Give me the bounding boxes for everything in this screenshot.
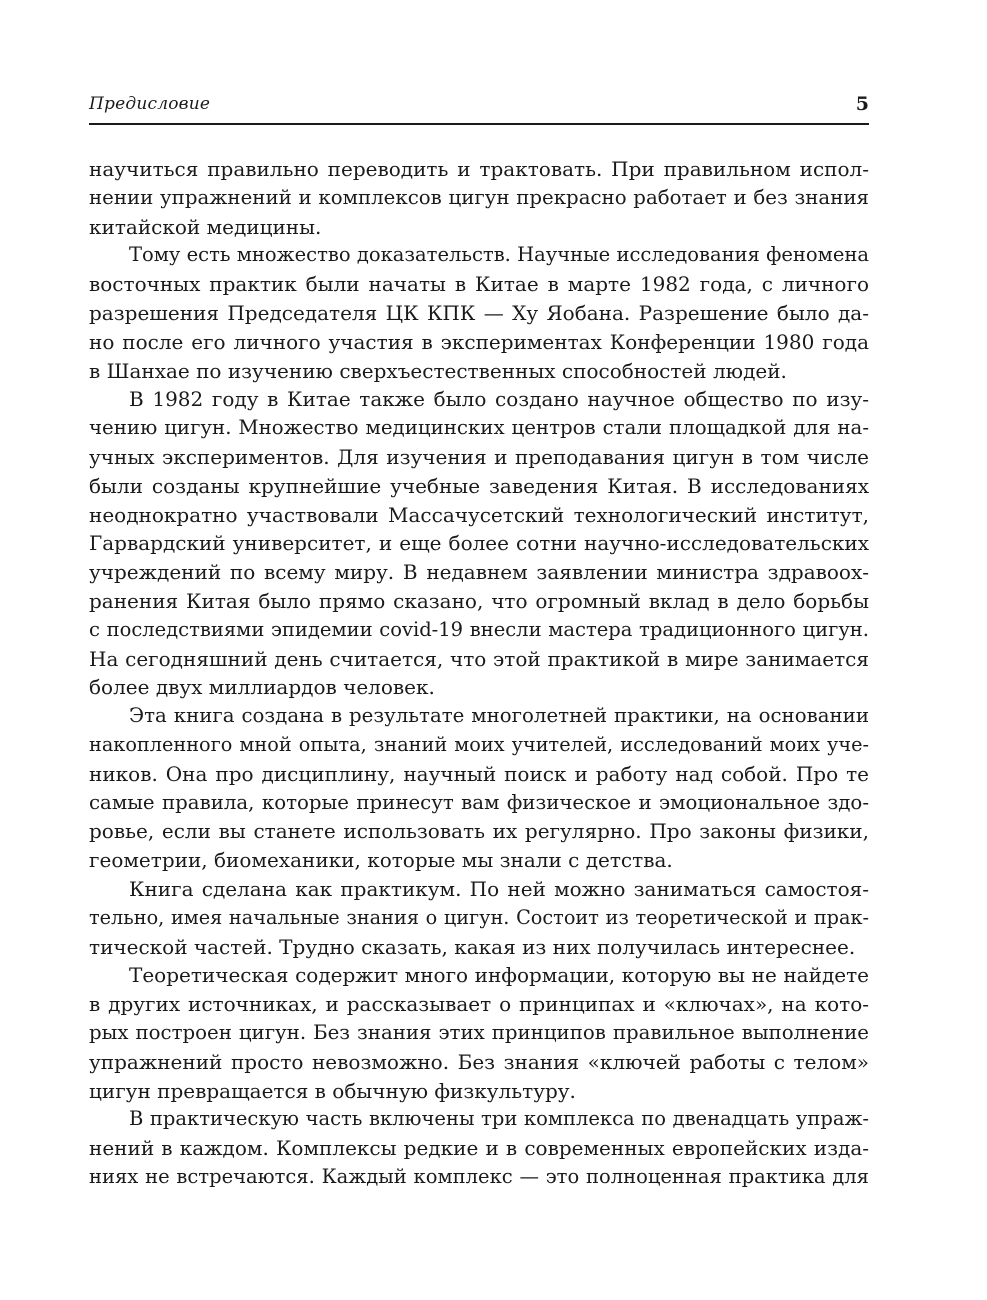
running-head <box>89 92 869 116</box>
text-line: упражнений просто невозможно. Без знания «ключей работы с телом» <box>89 1049 869 1074</box>
text-line: в Шанхае по изучению сверхъестественных способностей людей. <box>89 358 787 383</box>
paragraph <box>89 702 869 875</box>
text-line: цигун превращается в обычную физкультуру. <box>89 1078 576 1103</box>
text-line: разрешения Председателя ЦК КПК — Ху Яобана. Разрешение было да- <box>89 300 869 325</box>
text-line: Тому есть множество доказательств. Научные исследования феномена <box>129 243 869 267</box>
text-line: чению цигун. Множество медицинских центров стали площадкой для на- <box>89 416 869 440</box>
text-line: самые правила, которые принесут вам физическое и эмоциональное здо- <box>89 790 869 814</box>
text-line: ровье, если вы станете использовать их регулярно. Про законы физики, <box>89 819 869 844</box>
text-line: неоднократно участвовали Массачусетский технологический институт, <box>89 502 869 527</box>
paragraph <box>89 385 869 702</box>
text-line: но после его личного участия в экспериментах Конференции 1980 года <box>89 329 869 354</box>
text-line: учреждений по всему миру. В недавнем заявлении министра здравоох- <box>89 560 869 585</box>
text-line: более двух миллиардов человек. <box>89 675 435 700</box>
text-line: научиться правильно переводить и трактовать. При правильном испол- <box>89 157 869 181</box>
text-line: нений в каждом. Комплексы редкие и в современных европейских изда- <box>89 1136 869 1161</box>
text-line: Гарвардский университет, и еще более сотни научно-исследовательских <box>89 531 869 556</box>
text-line: восточных практик были начаты в Китае в марте 1982 года, с личного <box>89 272 869 297</box>
text-line: ников. Она про дисциплину, научный поиск и работу над собой. Про те <box>89 761 869 786</box>
header-rule <box>89 123 869 125</box>
paragraph <box>89 155 869 241</box>
text-line: Книга сделана как практикум. По ней можно заниматься самостоя- <box>129 876 869 901</box>
text-line: В практическую часть включены три комплекса по двенадцать упраж- <box>129 1107 869 1131</box>
text-line: китайской медицины. <box>89 214 322 239</box>
text-line: в других источниках, и рассказывает о принципах и «ключах», на кото- <box>89 992 869 1017</box>
paragraph <box>89 241 869 385</box>
paragraph <box>89 961 869 1105</box>
text-line: тельно, имея начальные знания о цигун. Состоит из теоретической и прак- <box>89 905 869 929</box>
text-line: были созданы крупнейшие учебные заведения Китая. В исследованиях <box>89 473 869 498</box>
text-line: В 1982 году в Китае также было создано научное общество по изу- <box>129 387 869 412</box>
text-line: накопленного мной опыта, знаний моих учителей, исследований моих уче- <box>89 732 869 756</box>
text-line: учных экспериментов. Для изучения и преподавания цигун в том числе <box>89 444 869 469</box>
text-line: рых построен цигун. Без знания этих принципов правильное выполнение <box>89 1020 869 1044</box>
text-line: Эта книга создана в результате многолетней практики, на основании <box>129 704 869 728</box>
text-line: с последствиями эпидемии covid-19 внесли мастера традиционного цигун. <box>89 617 869 641</box>
text-line: На сегодняшний день считается, что этой практикой в мире занимается <box>89 646 869 671</box>
body-text <box>89 155 869 1192</box>
page-number: 5 <box>855 93 869 115</box>
text-line: геометрии, биомеханики, которые мы знали с детства. <box>89 848 673 873</box>
text-line: ранения Китая было прямо сказано, что огромный вклад в дело борьбы <box>89 588 869 613</box>
text-line: ниях не встречаются. Каждый комплекс — это полноценная практика для <box>89 1164 869 1188</box>
chapter-title: Предисловие <box>89 94 211 114</box>
text-line: нении упражнений и комплексов цигун прекрасно работает и без знания <box>89 185 869 209</box>
paragraph <box>89 1105 869 1191</box>
text-line: Теоретическая содержит много информации, которую вы не найдете <box>129 963 869 988</box>
text-line: тической частей. Трудно сказать, какая из них получилась интереснее. <box>89 934 856 959</box>
paragraph <box>89 875 869 961</box>
